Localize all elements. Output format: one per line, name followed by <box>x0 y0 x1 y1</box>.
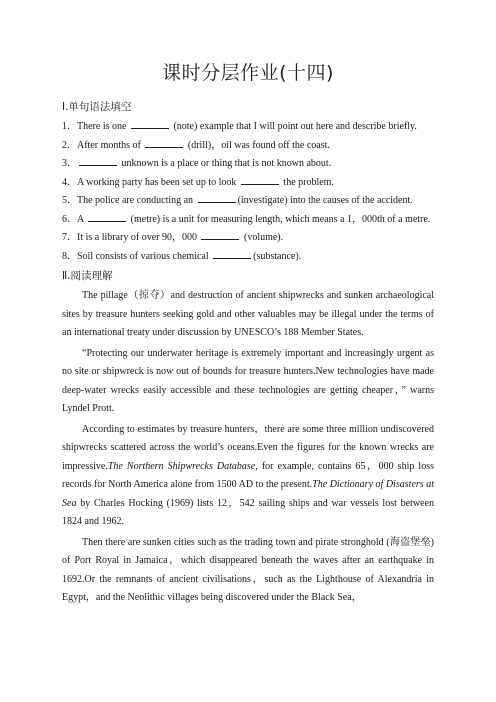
question-item <box>62 192 434 211</box>
reading-paragraph <box>62 421 434 532</box>
question-item <box>62 174 434 193</box>
question-text: (substance). <box>253 250 302 262</box>
reading-paragraph: “Protecting our underwater heritage is extremely important and increasingly urgent as no site or shipwreck is now out of bounds for treasure hunters.New technologies have made deep-water wrecks easily accessible and these technologies are getting cheaper，” warns Lyndel Prott. <box>62 347 434 414</box>
answer-blank[interactable] <box>88 212 126 222</box>
question-text: A working party has been set up to look <box>77 176 239 188</box>
question-item <box>62 118 434 137</box>
section-heading-reading: Ⅱ.阅读理解 <box>62 270 113 282</box>
database-title: The Northern Shipwrecks Database, <box>107 460 258 472</box>
answer-blank[interactable] <box>213 249 251 259</box>
question-text: There is one <box>77 121 129 132</box>
answer-blank[interactable] <box>198 193 236 203</box>
question-item <box>62 155 434 174</box>
paragraph-text: for example, contains 65，000 ship loss records for North America alone from 1500 AD to the present. <box>62 460 434 490</box>
question-text: unknown is a place or thing that is not known about. <box>119 158 332 169</box>
answer-blank[interactable] <box>79 156 117 166</box>
page-title: 课时分层作业(十四) <box>162 62 334 84</box>
question-item <box>62 137 434 156</box>
question-text: (volume). <box>241 232 284 243</box>
answer-blank[interactable] <box>201 230 239 240</box>
question-text: After months of <box>77 139 144 151</box>
document-page <box>62 58 434 610</box>
question-text: A <box>77 213 87 225</box>
question-text: the problem. <box>280 176 334 188</box>
paragraph-text: According to estimates by treasure hunters，there are some three million undiscovered shipwrecks scattered across the world’s oceans.Even the figures for the known wrecks are impressive. <box>62 423 434 472</box>
grammar-question-list <box>62 118 434 266</box>
paragraph-text: by Charles Hocking (1969) lists 12，542 sailing ships and war vessels lost between 1824 and 1962. <box>62 497 434 527</box>
question-number: 4． <box>62 176 77 188</box>
reading-paragraph: Then there are sunken cities such as the trading town and pirate stronghold (海盗堡垒) of Port Royal in Jamaica，which disappeared beneath the waves after an earthquake in 1692.Or the remnants of ancient civilisations，such as the Lighthouse of Alexandria in Egypt，and the Neolithic villages being discovered under the Black Sea， <box>62 536 434 603</box>
question-text: (investigate) into the causes of the accident. <box>237 195 413 206</box>
question-number: 1． <box>62 121 77 132</box>
question-text: (metre) is a unit for measuring length, which means a 1，000th of a metre. <box>128 213 431 225</box>
question-text: The police are conducting an <box>77 195 196 206</box>
answer-blank[interactable] <box>131 119 169 129</box>
question-text: (note) example that I will point out here and describe briefly. <box>170 121 417 132</box>
answer-blank[interactable] <box>241 175 279 185</box>
question-text: (drill)，oil was found off the coast. <box>185 139 330 151</box>
question-number: 5． <box>62 195 77 206</box>
book-title: The Dictionary of Disasters at Sea <box>62 479 434 509</box>
section-heading-grammar: Ⅰ.单句语法填空 <box>62 101 132 113</box>
answer-blank[interactable] <box>145 138 183 148</box>
question-item <box>62 248 434 267</box>
question-number: 7． <box>62 232 77 243</box>
question-item <box>62 211 434 230</box>
question-number: 8． <box>62 250 77 262</box>
reading-paragraph: The pillage（掠夺）and destruction of ancient shipwrecks and sunken archaeological sites by treasure hunters seeking gold and other valuables may be illegal under the terms of an international treaty under discussion by UNESCO’s 188 Member States. <box>62 290 434 338</box>
question-text: It is a library of over 90，000 <box>77 232 200 243</box>
question-item <box>62 229 434 248</box>
question-number: 3． <box>62 158 77 169</box>
question-text: Soil consists of various chemical <box>77 250 212 262</box>
question-number: 6． <box>62 213 77 225</box>
question-number: 2． <box>62 139 77 151</box>
